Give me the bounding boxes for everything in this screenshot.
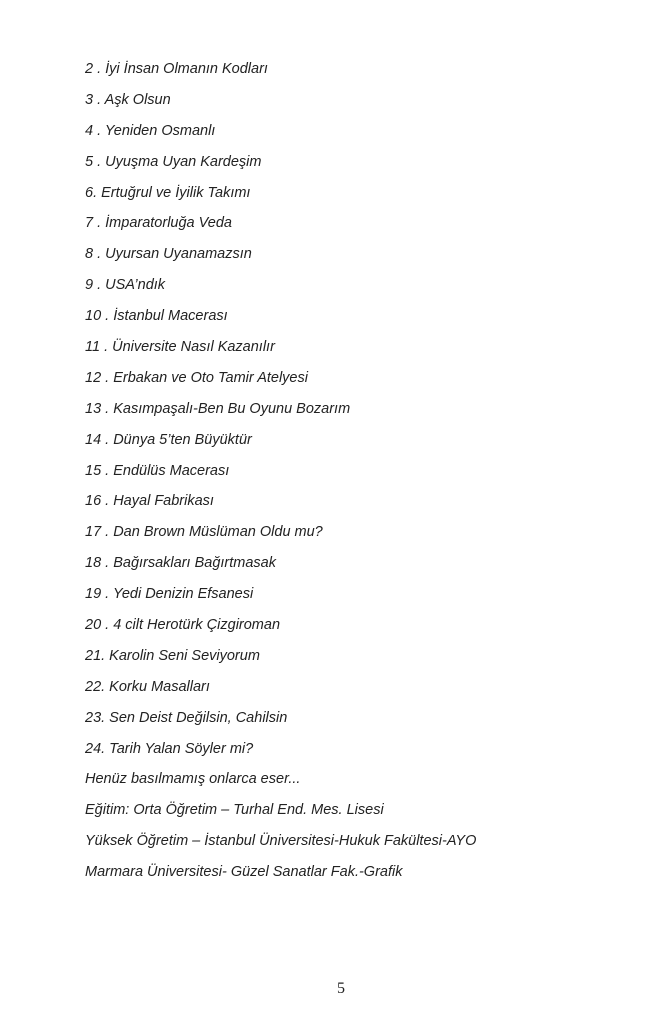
- list-item: Henüz basılmamış onlarca eser...: [85, 771, 301, 788]
- list-item: 12 . Erbakan ve Oto Tamir Atelyesi: [85, 369, 308, 386]
- list-item: 4 . Yeniden Osmanlı: [85, 122, 216, 139]
- list-item: 7 . İmparatorluğa Veda: [85, 215, 232, 232]
- list-item: 8 . Uyursan Uyanamazsın: [85, 246, 252, 263]
- list-item: Marmara Üniversitesi- Güzel Sanatlar Fak.-Grafik: [85, 864, 403, 881]
- list-item: 17 . Dan Brown Müslüman Oldu mu?: [85, 524, 323, 541]
- list-item: 15 . Endülüs Macerası: [85, 462, 230, 479]
- list-item: 14 . Dünya 5’ten Büyüktür: [85, 431, 252, 448]
- list-item: 11 . Üniversite Nasıl Kazanılır: [85, 339, 275, 356]
- list-item: 3 . Aşk Olsun: [85, 91, 171, 108]
- list-item: Eğitim: Orta Öğretim – Turhal End. Mes. Lisesi: [85, 802, 384, 819]
- list-item: 20 . 4 cilt Herotürk Çizgiroman: [85, 617, 281, 634]
- page-number: 5: [337, 980, 345, 997]
- list-item: 16 . Hayal Fabrikası: [85, 493, 214, 510]
- list-item: 23. Sen Deist Değilsin, Cahilsin: [85, 709, 288, 726]
- list-item: 13 . Kasımpaşalı-Ben Bu Oyunu Bozarım: [85, 400, 351, 417]
- list-item: 2 . İyi İnsan Olmanın Kodları: [85, 61, 268, 77]
- list-item: 10 . İstanbul Macerası: [85, 308, 228, 325]
- list-item: 24. Tarih Yalan Söyler mi?: [85, 740, 254, 757]
- list-item: 9 . USA’ndık: [85, 277, 166, 294]
- list-item: Yüksek Öğretim – İstanbul Üniversitesi-Hukuk Fakültesi-AYO: [85, 833, 477, 850]
- list-item: 19 . Yedi Denizin Efsanesi: [85, 586, 254, 603]
- list-item: 5 . Uyuşma Uyan Kardeşim: [85, 153, 262, 170]
- list-item: 18 . Bağırsakları Bağırtmasak: [85, 555, 276, 572]
- list-item: 22. Korku Masalları: [85, 678, 210, 695]
- list-item: 21. Karolin Seni Seviyorum: [85, 647, 260, 664]
- list-item: 6. Ertuğrul ve İyilik Takımı: [85, 184, 251, 201]
- works-list: [85, 58, 476, 892]
